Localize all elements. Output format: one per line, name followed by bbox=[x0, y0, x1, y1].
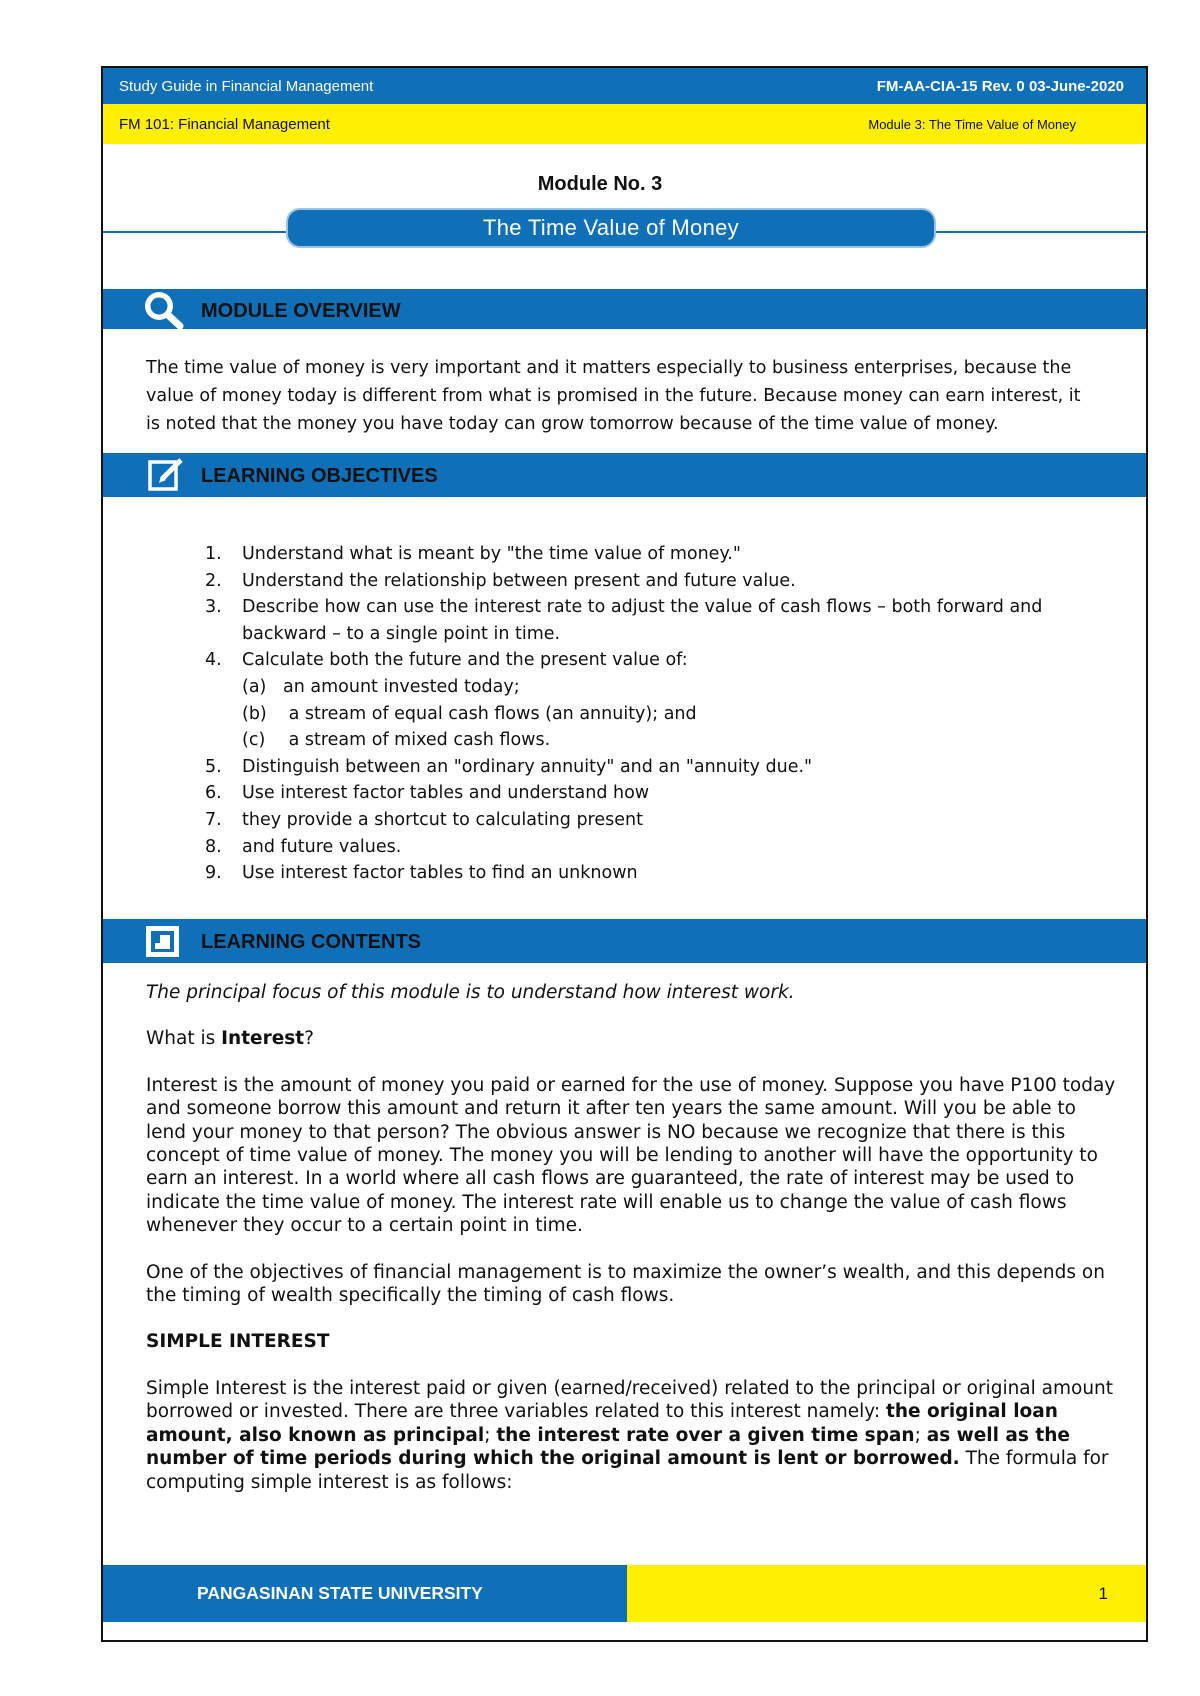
list-item: 3. Describe how can use the interest rate to adjust the value of cash flows – both forward and bbox=[205, 597, 1043, 618]
contents-band bbox=[103, 919, 1146, 963]
edit-note-icon bbox=[147, 457, 187, 493]
magnifier-icon bbox=[139, 288, 187, 330]
page-number: 1 bbox=[1098, 1584, 1108, 1603]
focus-statement: The principal focus of this module is to understand how interest work. bbox=[146, 982, 795, 1003]
paragraph: Simple Interest is the interest paid or given (earned/received) related to the principal or original amount borrowed or invested. There are three variables related to this interest namely: the original loan amount, also known as principal; the interest rate over a given time span; as well as the number of time periods during which the original amount is lent or borrowed. The formula for computing simple interest is as follows: bbox=[146, 1377, 1114, 1493]
list-item: 5. Distinguish between an "ordinary annuity" and an "annuity due." bbox=[205, 756, 813, 777]
list-item: 8. and future values. bbox=[205, 836, 402, 857]
overview-heading: MODULE OVERVIEW bbox=[201, 300, 401, 322]
book-icon bbox=[144, 924, 182, 959]
section-heading: SIMPLE INTEREST bbox=[146, 1331, 330, 1353]
overview-line: The time value of money is very important and it matters especially to business enterprises, because the bbox=[146, 358, 1072, 378]
header-course-bar bbox=[103, 104, 1146, 144]
list-item: 4. Calculate both the future and the present value of: bbox=[205, 650, 688, 671]
module-title: The Time Value of Money bbox=[286, 208, 936, 248]
question-line: What is Interest? bbox=[146, 1028, 314, 1050]
list-item: 6. Use interest factor tables and understand how bbox=[205, 783, 650, 804]
objectives-list bbox=[205, 541, 1105, 887]
list-item: 7. they provide a shortcut to calculating present bbox=[205, 809, 643, 830]
list-item: 1. Understand what is meant by "the time value of money." bbox=[205, 544, 741, 564]
module-number: Module No. 3 bbox=[537, 173, 663, 195]
objectives-band bbox=[103, 453, 1146, 497]
contents-heading: LEARNING CONTENTS bbox=[201, 931, 421, 953]
sub-list-item: (b) a stream of equal cash flows (an annuity); and bbox=[242, 703, 697, 724]
footer-university-bar bbox=[103, 1565, 627, 1622]
sub-list-item: (c) a stream of mixed cash flows. bbox=[242, 730, 551, 751]
footer-page-bar bbox=[627, 1565, 1146, 1622]
university-name: PANGASINAN STATE UNIVERSITY bbox=[197, 1583, 483, 1603]
sub-list-item: (a) an amount invested today; bbox=[242, 676, 520, 697]
overview-line: is noted that the money you have today can grow tomorrow because of the time value of money. bbox=[146, 414, 999, 434]
overview-band bbox=[103, 289, 1146, 329]
paragraph: One of the objectives of financial management is to maximize the owner’s wealth, and this depends on the timing of wealth specifically the timing of cash flows. bbox=[146, 1261, 1105, 1307]
overview-text bbox=[146, 354, 1126, 438]
objectives-heading: LEARNING OBJECTIVES bbox=[201, 465, 438, 487]
list-item-continuation: backward – to a single point in time. bbox=[242, 623, 561, 644]
overview-line: value of money today is different from what is promised in the future. Because money can earn interest, it bbox=[146, 386, 1081, 406]
paragraph: Interest is the amount of money you paid or earned for the use of money. Suppose you have P100 today and someone borrow this amount and return it after ten years the same amount. Will you be able to lend your money to that person? The obvious answer is NO because we recognize that there is this concept of time value of money. The money you will be lending to another will have the opportunity to earn an interest. In a world where all cash flows are guaranteed, the rate of interest may be used to indicate the time value of money. The interest rate will enable us to change the value of cash flows whenever they occur to a certain point in time. bbox=[146, 1074, 1116, 1237]
document-code: FM-AA-CIA-15 Rev. 0 03-June-2020 bbox=[876, 78, 1124, 95]
guide-title: Study Guide in Financial Management bbox=[119, 78, 374, 95]
header-top-bar bbox=[103, 68, 1146, 104]
list-item: 9. Use interest factor tables to find an unknown bbox=[205, 863, 638, 884]
learning-contents bbox=[146, 981, 1121, 1517]
module-reference: Module 3: The Time Value of Money bbox=[868, 117, 1076, 132]
list-item: 2. Understand the relationship between present and future value. bbox=[205, 570, 796, 591]
course-name: FM 101: Financial Management bbox=[119, 116, 330, 133]
